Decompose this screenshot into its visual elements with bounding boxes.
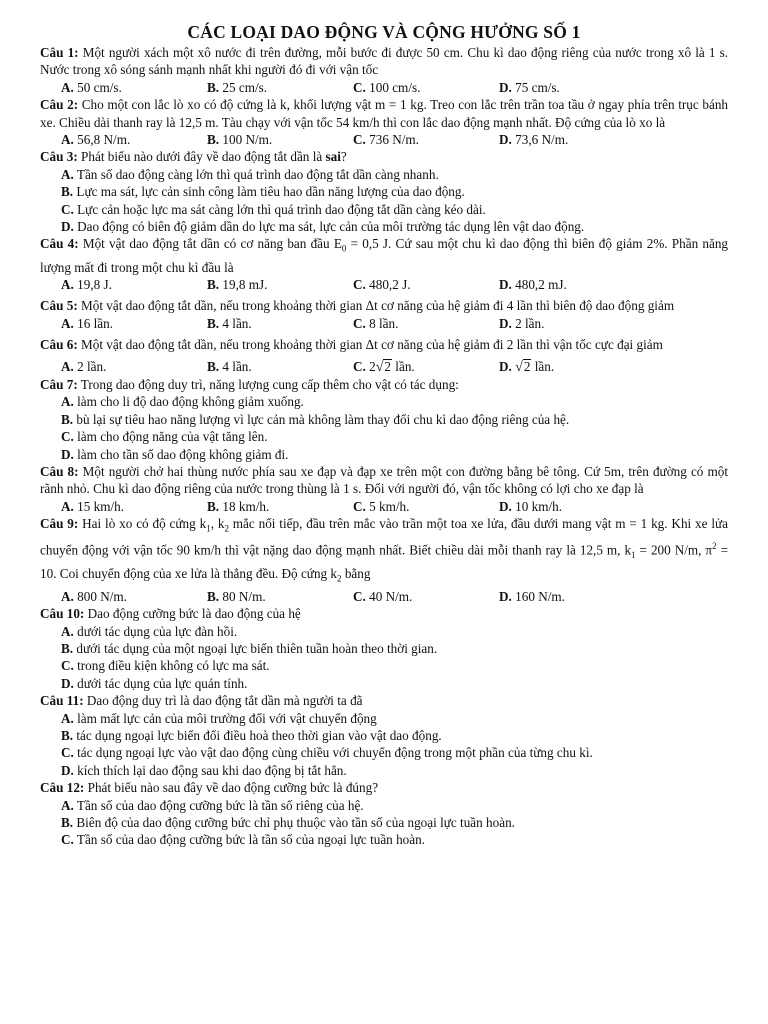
subscript: 2 [224,523,229,534]
option-b[interactable] [40,640,728,657]
option-d[interactable] [40,675,728,692]
option-a[interactable] [61,315,207,332]
question-text: Phát biểu nào dưới đây về dao động tắt dần là [81,149,326,165]
question-number: Câu 11: [40,693,84,709]
option-text: 736 N/m. [369,132,419,148]
option-text: 16 lần. [77,315,114,331]
radicand: 2 [384,358,391,374]
option-label: C. [61,429,74,445]
option-label: A. [61,79,74,95]
option-unit: lần. [531,358,555,374]
option-label: A. [61,498,74,514]
option-label: B. [207,79,220,95]
option-text: 25 cm/s. [222,79,268,95]
option-text: 10 km/h. [515,498,563,514]
option-label: D. [499,498,512,514]
option-label: C. [61,832,74,848]
subscript: 2 [337,573,342,584]
option-label: D. [499,276,512,292]
delta-t-symbol: Δt [365,298,378,314]
options-row [40,358,728,376]
question-number: Câu 6: [40,337,78,353]
option-c[interactable] [40,201,728,218]
option-label: D. [499,315,512,331]
question-10 [40,605,728,622]
option-text: 5 km/h. [369,498,410,514]
question-4 [40,235,728,275]
option-label: A. [61,394,74,410]
option-d[interactable] [499,358,645,376]
option-label: A. [61,623,74,639]
option-label: C. [353,498,366,514]
option-b[interactable] [207,276,353,293]
option-text: Tần số của dao động cưỡng bức là tần số riêng của hệ. [76,797,364,813]
option-a[interactable] [61,79,207,96]
option-text: dưới tác dụng của lực đàn hồi. [77,623,238,639]
question-text: Trong dao động duy trì, năng lượng cung cấp thêm cho vật có tác dụng: [80,376,459,392]
option-text: 19,8 J. [77,276,112,292]
question-text-end: cơ năng của hệ giảm đi 2 lần thì vận tốc cực đại giảm [377,337,663,353]
question-text: Dao động cưỡng bức là dao động của hệ [87,606,301,622]
option-b[interactable] [40,727,728,744]
option-text: Tần số của dao động cưỡng bức là tần số của ngoại lực tuần hoàn. [76,832,426,848]
option-a[interactable] [61,358,207,376]
question-3 [40,148,728,165]
option-d[interactable] [499,79,645,96]
option-label: B. [207,498,220,514]
option-a[interactable] [40,166,728,183]
question-5 [40,297,728,314]
option-text: dưới tác dụng của một ngoại lực biến thiên tuần hoàn theo thời gian. [76,640,438,656]
question-number: Câu 7: [40,376,78,392]
option-text: 2 lần. [515,315,545,331]
option-b[interactable] [40,411,728,428]
option-label: A. [61,276,74,292]
option-label: A. [61,315,74,331]
option-label: D. [61,219,74,235]
question-7 [40,376,728,393]
option-text: bù lại sự tiêu hao năng lượng vì lực cản mà không làm thay đổi chu kì dao động riêng của hệ. [76,411,570,427]
option-c[interactable] [353,79,499,96]
option-label: B. [61,727,74,743]
option-c[interactable] [353,498,499,515]
option-text: 15 km/h. [77,498,125,514]
option-text: 19,8 mJ. [222,276,268,292]
question-number: Câu 4: [40,236,79,252]
option-a[interactable] [40,710,728,727]
option-c[interactable] [40,428,728,445]
option-d[interactable] [499,588,645,605]
option-d[interactable] [40,762,728,779]
option-label: D. [61,446,74,462]
options-row [40,315,728,332]
option-text: 4 lần. [222,358,252,374]
page-title: CÁC LOẠI DAO ĐỘNG VÀ CỘNG HƯỞNG SỐ 1 [187,22,581,42]
option-text: 56,8 N/m. [77,132,131,148]
option-text: Tần số dao động càng lớn thì quá trình dao động tắt dần càng nhanh. [76,166,439,182]
option-label: B. [207,315,220,331]
option-label: C. [353,276,366,292]
subscript: 0 [341,244,347,255]
option-text: kích thích lại dao động sau khi dao động bị tắt hẳn. [77,762,347,778]
question-number: Câu 9: [40,516,79,532]
question-number: Câu 10: [40,606,85,622]
option-c[interactable] [353,315,499,332]
question-11 [40,692,728,709]
option-text: 800 N/m. [77,588,127,604]
option-c[interactable] [353,131,499,148]
option-c[interactable] [40,657,728,674]
question-9 [40,515,728,588]
option-text: làm cho li độ dao động không giảm xuống. [77,394,304,410]
option-text: 40 N/m. [369,588,413,604]
sqrt-icon: √ [515,359,523,375]
option-b[interactable] [207,131,353,148]
question-number: Câu 8: [40,463,79,479]
pi-symbol: π [705,542,713,558]
option-label: D. [499,132,512,148]
option-b[interactable] [207,315,353,332]
question-text: Dao động duy trì là dao động tắt dần mà người ta đã [86,693,363,709]
option-label: C. [353,79,366,95]
option-a[interactable] [61,588,207,605]
option-text: 18 km/h. [222,498,270,514]
option-label: C. [61,745,74,761]
superscript: 2 [712,541,717,552]
option-text: làm cho tần số dao động không giảm đi. [77,446,289,462]
option-label: B. [61,815,74,831]
option-text: tác dụng ngoại lực vào vật dao động cùng chiều với chuyển động trong một phần của từng chu kì. [77,745,593,761]
option-label: B. [61,184,74,200]
option-text: 73,6 N/m. [515,132,569,148]
question-number: Câu 5: [40,298,78,314]
option-d[interactable] [40,446,728,463]
option-text: làm mất lực cản của môi trường đối với vật chuyển động [77,710,377,726]
option-a[interactable] [61,131,207,148]
question-text: Phát biểu nào sau đây về dao động cưỡng bức là đúng? [87,780,379,796]
option-a[interactable] [40,797,728,814]
question-number: Câu 12: [40,780,85,796]
question-text-end: bằng [341,565,371,581]
option-b[interactable] [207,79,353,96]
options-row [40,79,728,96]
option-text: 8 lần. [369,315,399,331]
question-text: Một vật dao động tắt dần, nếu trong khoảng thời gian [81,337,366,353]
option-c[interactable] [40,831,728,848]
option-label: B. [207,132,220,148]
option-text: 160 N/m. [515,588,565,604]
option-label: B. [207,358,220,374]
option-label: B. [61,411,74,427]
question-text: Hai lò xo có độ cứng k [82,516,207,532]
option-label: B. [61,640,74,656]
option-a[interactable] [61,276,207,293]
option-text: 100 cm/s. [369,79,421,95]
option-text: 50 cm/s. [77,79,122,95]
option-label: A. [61,588,74,604]
option-text: trong điều kiện không có lực ma sát. [77,658,270,674]
option-label: C. [61,201,74,217]
sqrt-icon: √ [375,359,384,375]
option-label: C. [353,132,366,148]
option-text: 75 cm/s. [515,79,560,95]
option-label: C. [353,315,366,331]
option-d[interactable] [499,131,645,148]
radicand: 2 [523,358,531,374]
option-text: làm cho động năng của vật tăng lên. [77,429,268,445]
question-text: = 200 N/m, [635,542,706,558]
question-number: Câu 2: [40,97,79,113]
question-text-end: = 0,5 J. Cứ sau một chu kì dao động thì biên độ giảm 2%. Phần năng lượng mất đi trong một chu kì đầu là [40,236,729,275]
delta-t-symbol: Δt [365,337,378,353]
option-b[interactable] [40,814,728,831]
option-label: A. [61,710,74,726]
question-emphasis: sai [325,149,341,165]
option-label: C. [61,658,74,674]
question-2 [40,96,728,131]
option-d[interactable] [40,218,728,235]
option-text: 4 lần. [222,315,252,331]
question-number: Câu 1: [40,45,79,60]
options-row [40,498,728,515]
question-text: = 10. Coi chuyển động của xe lửa là thẳng đều. Độ cứng k [40,542,729,581]
question-12 [40,779,728,796]
question-text: Cho một con lắc lò xo có độ cứng là k, khối lượng vật m = 1 kg. Treo con lắc trên trần toa tầu ở ngay phía trên trục bánh xe. Chiều dài thanh ray là 12,5 m. Tàu chạy với vận tốc 54 km/h thì con lắc dao động mạnh nhất. Độ cứng của lò xo là [40,97,729,130]
question-text: , k [210,516,225,532]
option-c[interactable] [353,276,499,293]
option-label: A. [61,132,74,148]
question-8 [40,463,728,498]
option-text: 480,2 J. [369,276,411,292]
option-b[interactable] [40,183,728,200]
option-text: tác dụng ngoại lực biến đổi điều hoà theo thời gian vào vật dao động. [76,727,442,743]
option-text: 480,2 mJ. [515,276,567,292]
option-d[interactable] [499,498,645,515]
option-b[interactable] [207,498,353,515]
question-text-end: ? [340,149,347,165]
question-6 [40,336,728,353]
option-text: Lực ma sát, lực cản sinh công làm tiêu hao dần năng lượng của dao động. [76,184,465,200]
option-label: A. [61,166,74,182]
question-1 [40,44,728,79]
option-label: D. [61,762,74,778]
question-text: Một vật dao động tắt dần có cơ năng ban đầu E [82,236,342,252]
option-label: B. [207,588,220,604]
option-label: C. [353,588,366,604]
option-text: 100 N/m. [222,132,273,148]
option-text: dưới tác dụng của lực quán tính. [77,675,248,691]
option-text: Dao động có biên độ giảm dần do lực ma sát, lực cản của môi trường tác dụng lên vật dao động. [77,219,585,235]
option-text: 80 N/m. [222,588,266,604]
option-label: C. [353,358,366,374]
options-row [40,276,728,293]
option-label: A. [61,797,74,813]
subscript: 1 [206,523,211,534]
option-c[interactable] [353,588,499,605]
option-b[interactable] [207,358,353,376]
option-label: D. [61,675,74,691]
option-a[interactable] [40,393,728,410]
option-text: Lực cản hoặc lực ma sát càng lớn thì quá trình dao động tắt dần càng kéo dài. [77,201,486,217]
option-c[interactable] [353,358,499,376]
question-text: mắc nối tiếp, đầu trên mắc vào trần một toa xe lửa, đầu dưới mang vật m = 1 kg. Khi xe lửa chuyển động với vận tốc 90 km/h thì vật nặng dao động mạnh nhất. Biết chiều dài mỗi thanh ray là 12,5 m, k [40,516,729,558]
option-label: A. [61,358,74,374]
option-label: B. [207,276,220,292]
option-d[interactable] [499,315,645,332]
option-text: Biên độ của dao động cưỡng bức chỉ phụ thuộc vào tần số của ngoại lực tuần hoàn. [76,815,515,831]
option-a[interactable] [61,498,207,515]
question-text: Một người xách một xô nước đi trên đường, mỗi bước đi được 50 cm. Chu kì dao động riêng của nước trong xô là 1 s. Nước trong xô sóng sánh mạnh nhất khi người đó đi với vận tốc [40,45,729,78]
options-row [40,588,728,605]
subscript: 1 [631,550,636,561]
question-text: Một người chở hai thùng nước phía sau xe đạp và đạp xe trên một con đường bằng bê tông. Cứ 5m, trên đường có một rãnh nhỏ. Chu kì dao động riêng của nước trong thùng là 1 s. Đối với người đó, vận tốc không có lợi cho xe đạp là [40,463,728,497]
question-number: Câu 3: [40,149,78,165]
option-text: 2 lần. [77,358,107,374]
option-unit: lần. [392,358,415,374]
option-a[interactable] [40,623,728,640]
options-row [40,131,728,148]
option-d[interactable] [499,276,645,293]
option-label: D. [499,358,512,374]
question-text-end: cơ năng của hệ giảm đi 4 lần thì biên độ dao động giảm [377,298,675,314]
question-text: Một vật dao động tắt dần, nếu trong khoảng thời gian [81,298,366,314]
option-label: D. [499,588,512,604]
worksheet-page [40,22,728,849]
option-c[interactable] [40,744,728,761]
option-label: D. [499,79,512,95]
option-b[interactable] [207,588,353,605]
coefficient: 2 [369,358,376,374]
